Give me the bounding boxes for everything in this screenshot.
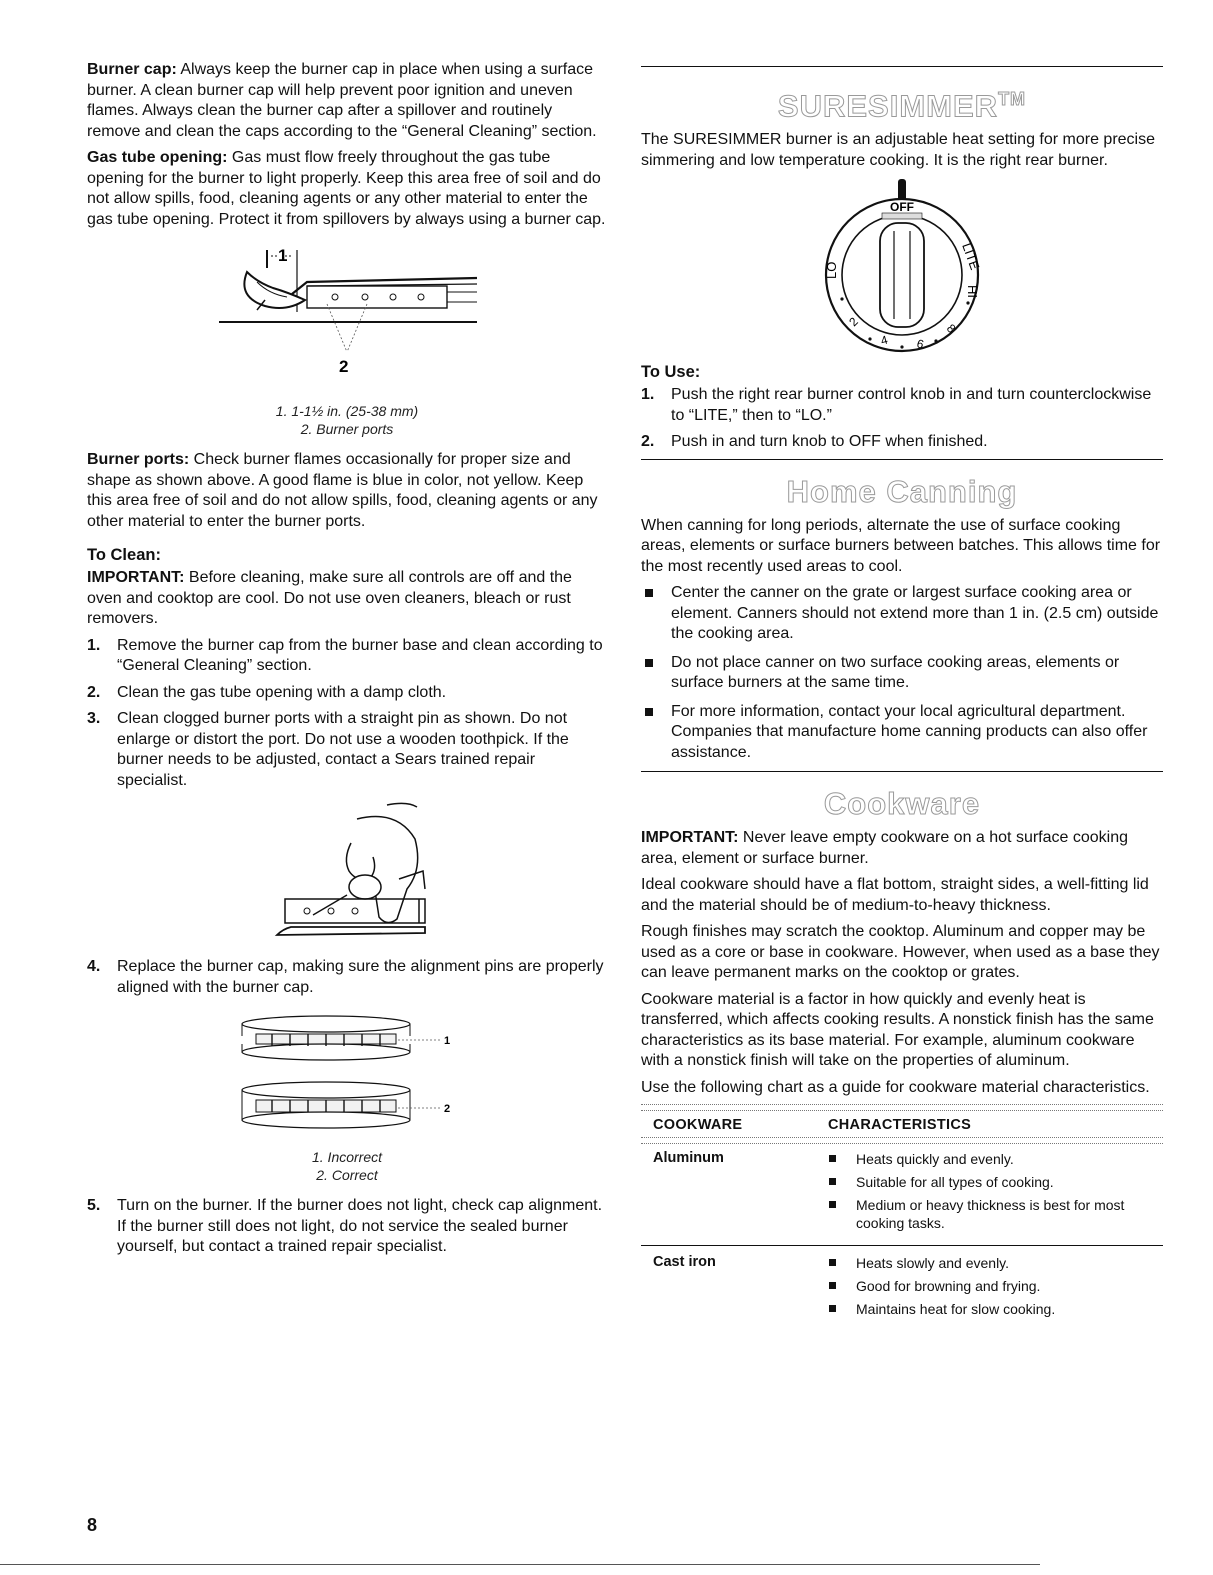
right-column <box>641 66 1163 1329</box>
cookware-name: Cast iron <box>653 1254 716 1271</box>
step-number: 4. <box>87 958 101 975</box>
cleaning-step-5-list <box>87 1196 607 1258</box>
section-divider <box>641 66 1163 67</box>
burner-cap-text: Always keep the burner cap in place when using a surface burner. A clean burner cap will help prevent poor ignition and uneven flames. Always clean the burner cap after a spillover and routinely remove and clean the caps according to the “General Cleaning” section. <box>87 61 597 140</box>
knob-6-label: 6 <box>915 336 926 352</box>
step-number: 5. <box>87 1197 101 1214</box>
important-text: Before cleaning, make sure all controls are off and the oven and cooktop are cool. Do not use oven cleaners, bleach or rust removers. <box>87 569 572 627</box>
suresimmer-step-1 <box>641 385 1163 426</box>
important-label: IMPORTANT: <box>87 569 185 586</box>
home-canning-description: When canning for long periods, alternate the use of surface cooking areas, elements or surface burners between batches. This allows time for the most recently used areas to cool. <box>641 516 1161 575</box>
suresimmer-step-2 <box>641 432 1163 453</box>
left-column <box>87 60 607 1264</box>
list-item: Center the canner on the grate or largest surface cooking area or element. Canners should not extend more than 1 in. (2.5 cm) outside the cooking area. <box>641 583 1163 645</box>
table-header-row <box>641 1111 1163 1137</box>
suresimmer-title <box>641 81 1163 124</box>
home-canning-bullets <box>641 583 1163 763</box>
step-text: Replace the burner cap, making sure the alignment pins are properly aligned with the burner cap. <box>117 958 604 996</box>
cookware-characteristics <box>828 1254 1163 1323</box>
table-header-rule <box>641 1137 1163 1144</box>
step-text: Push in and turn knob to OFF when finished. <box>671 433 988 451</box>
fig3-caption <box>87 1148 607 1184</box>
list-item: Maintains heat for slow cooking. <box>828 1300 1163 1318</box>
suresimmer-knob-diagram <box>812 179 992 359</box>
column-header-cookware: COOKWARE <box>653 1117 743 1134</box>
section-divider <box>641 771 1163 772</box>
to-clean-heading: To Clean: <box>87 546 161 564</box>
home-canning-title: Home Canning <box>786 473 1018 509</box>
cookware-name: Aluminum <box>653 1150 724 1167</box>
cleaning-steps-1-3 <box>87 636 607 792</box>
cookware-important-label: IMPORTANT: <box>641 829 739 847</box>
list-item: Good for browning and frying. <box>828 1277 1163 1295</box>
cookware-paragraph-2: Rough finishes may scratch the cooktop. Aluminum and copper may be used as a core or base in cookware. However, when used as a base they can leave permanent marks on the cooktop or grates. <box>641 923 1160 982</box>
burner-diagram <box>217 242 477 402</box>
knob-lite-label: LITE <box>959 241 983 273</box>
step-text: Clean clogged burner ports with a straight pin as shown. Do not enlarge or distort the port. Do not use a wooden toothpick. If the burner needs to be adjusted, contact a Sears trained repair specialist. <box>117 710 569 789</box>
list-item: Heats slowly and evenly. <box>828 1254 1163 1272</box>
cookware-characteristics <box>828 1150 1163 1237</box>
knob-off-label: OFF <box>890 200 914 215</box>
list-item: Do not place canner on two surface cooking areas, elements or surface burners at the same time. <box>641 653 1163 694</box>
step-text: Remove the burner cap from the burner base and clean according to “General Cleaning” section. <box>117 636 603 674</box>
gas-tube-label: Gas tube opening: <box>87 149 228 166</box>
knob-4-label: 4 <box>879 332 890 349</box>
step-text: Push the right rear burner control knob in and turn counterclockwise to “LITE,” then to “LO.” <box>671 386 1152 424</box>
table-row <box>641 1144 1163 1243</box>
gas-tube-paragraph <box>87 148 607 230</box>
burner-cap-label: Burner cap: <box>87 61 177 78</box>
cap-alignment-svg <box>232 1004 462 1144</box>
step-number: 2. <box>641 433 655 451</box>
to-use-heading: To Use: <box>641 363 701 382</box>
step-number: 1. <box>87 636 101 654</box>
burner-ports-label: Burner ports: <box>87 451 190 468</box>
footer-rule <box>0 1564 1040 1565</box>
fig1-label-2: 2 <box>339 357 349 376</box>
cookware-important-text: Never leave empty cookware on a hot surface cooking area, element or surface burner. <box>641 829 1129 867</box>
cleaning-step-4 <box>87 957 607 998</box>
list-item: Suitable for all types of cooking. <box>828 1173 1163 1191</box>
table-top-rule <box>641 1104 1163 1111</box>
pin-cleaning-illustration <box>247 799 447 949</box>
list-item: Medium or heavy thickness is best for most cooking tasks. <box>828 1196 1163 1232</box>
page-number: 8 <box>87 1515 98 1535</box>
fig3-label-1: 1 <box>444 1035 451 1047</box>
step-text: Turn on the burner. If the burner does not light, check cap alignment. If the burner still does not light, do not service the sealed burner yourself, but contact a trained repair specialist. <box>117 1197 603 1255</box>
fig1-caption <box>87 402 607 438</box>
pin-cleaning-svg <box>247 799 447 949</box>
knob-lo-label: LO <box>824 261 839 280</box>
cookware-paragraph-1: Ideal cookware should have a flat bottom, straight sides, a well-fitting lid and the material should be of medium-to-heavy thickness. <box>641 876 1149 914</box>
fig1-caption-2: 2. Burner ports <box>300 421 394 437</box>
section-divider <box>641 459 1163 460</box>
fig3-caption-2: 2. Correct <box>316 1167 378 1183</box>
knob-8-label: 8 <box>943 321 959 337</box>
cleaning-step-3 <box>87 709 607 791</box>
fig3-label-2: 2 <box>444 1103 451 1115</box>
cleaning-step-1 <box>87 636 607 677</box>
knob-hi-label: HI <box>965 285 980 299</box>
burner-cap-paragraph <box>87 60 607 142</box>
burner-ports-text: Check burner flames occasionally for proper size and shape as shown above. A good flame is blue in color, not yellow. Keep this area free of soil and do not allow spills, food, cleaning agents or any other material to enter the burner ports. <box>87 451 598 530</box>
list-item: For more information, contact your local agricultural department. Companies that manufacture home canning products can also offer assistance. <box>641 702 1163 764</box>
burner-diagram-svg <box>217 242 477 402</box>
step-number: 1. <box>641 386 655 404</box>
gas-tube-text: Gas must flow freely throughout the gas tube opening for the burner to light properly. Keep this area free of soil and do not allow spills, food, cleaning agents or any other material to enter the gas tube opening. Protect it from spillovers by always using a burner cap. <box>87 149 606 228</box>
suresimmer-description: The SURESIMMER burner is an adjustable heat setting for more precise simmering and low temperature cooking. It is the right rear burner. <box>641 131 1156 169</box>
step-text: Clean the gas tube opening with a damp cloth. <box>117 683 447 701</box>
cleaning-step-4-list <box>87 957 607 998</box>
important-paragraph <box>87 568 607 630</box>
knob-2-label: 2 <box>846 314 861 330</box>
cookware-paragraph-4: Use the following chart as a guide for cookware material characteristics. <box>641 1078 1150 1096</box>
cookware-table <box>641 1104 1163 1329</box>
cookware-important-paragraph <box>641 828 1163 869</box>
fig1-label-1: 1 <box>278 246 288 265</box>
suresimmer-title-text: SURESIMMER <box>777 88 999 124</box>
column-header-characteristics: CHARACTERISTICS <box>828 1117 972 1134</box>
step-number: 3. <box>87 710 101 727</box>
suresimmer-steps <box>641 385 1163 453</box>
burner-ports-paragraph <box>87 450 607 532</box>
cookware-paragraph-3: Cookware material is a factor in how quickly and evenly heat is transferred, which affects cooking results. A nonstick finish has the same characteristics as its base material. For example, aluminum cookware with a nonstick finish will take on the properties of aluminum. <box>641 990 1154 1070</box>
step-number: 2. <box>87 683 101 701</box>
knob-svg <box>812 179 992 359</box>
cleaning-step-2 <box>87 683 607 704</box>
trademark-mark: TM <box>998 89 1027 109</box>
fig1-caption-1: 1. 1-1½ in. (25-38 mm) <box>275 403 419 419</box>
fig3-caption-1: 1. Incorrect <box>311 1149 383 1165</box>
burner-cap-alignment-diagram <box>232 1004 462 1144</box>
list-item: Heats quickly and evenly. <box>828 1150 1163 1168</box>
cookware-title: Cookware <box>823 786 981 822</box>
table-row <box>641 1246 1163 1329</box>
cleaning-step-5 <box>87 1196 607 1258</box>
